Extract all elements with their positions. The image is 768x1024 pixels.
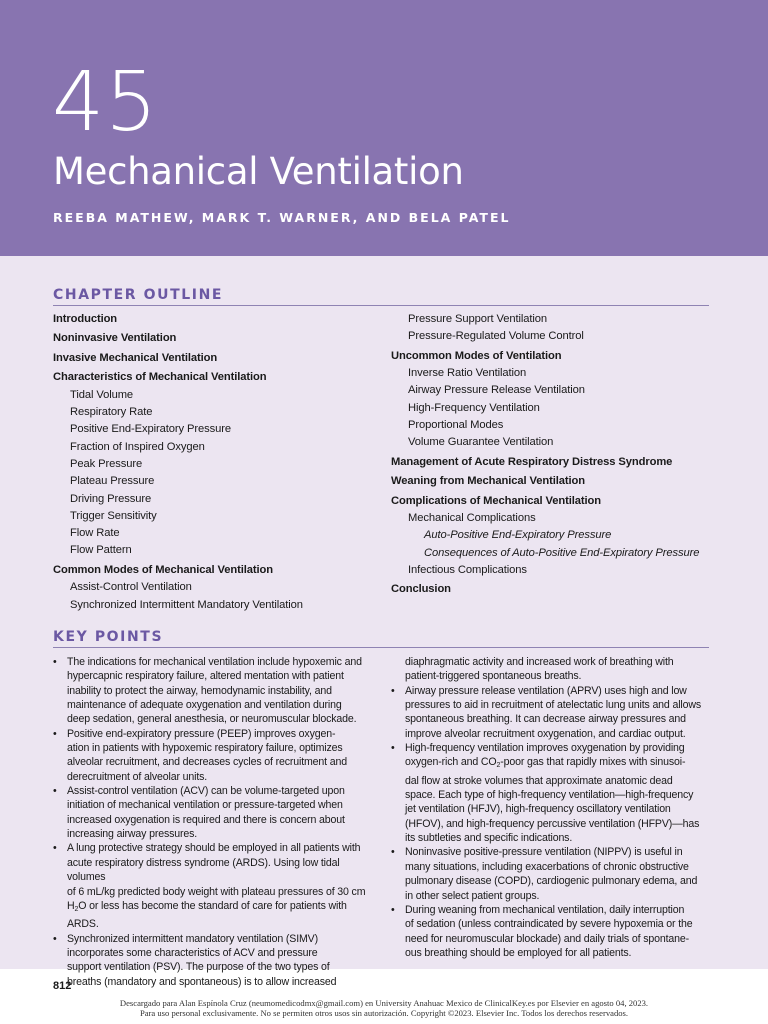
outline-item: Proportional Modes [408, 418, 504, 431]
key-point-line [405, 755, 711, 773]
key-point-line: of 6 mL/kg predicted body weight with plateau pressures of 30 cm [67, 885, 366, 898]
key-point-line: space. Each type of high-frequency ventilation—high-frequency [405, 789, 694, 802]
key-point-line: many situations, including exacerbations of chronic obstructive [405, 860, 689, 873]
key-point-line: of sedation (unless contraindicated by severe hypoxemia or the [405, 918, 693, 931]
outline-item: Trigger Sensitivity [70, 509, 157, 522]
key-point-line: Positive end-expiratory pressure (PEEP) improves oxygen- [67, 727, 336, 740]
chapter-outline-right-column [391, 311, 711, 599]
chapter-authors: REEBA MATHEW, MARK T. WARNER, AND BELA PATEL [53, 210, 511, 225]
key-point-text: -poor gas that rapidly mixes with sinusoi- [500, 756, 686, 769]
subscript: 2 [496, 762, 501, 770]
key-points-rule [53, 647, 709, 648]
outline-item: Assist-Control Ventilation [70, 581, 192, 594]
bullet-icon: • [53, 785, 57, 798]
outline-item: Driving Pressure [70, 492, 152, 505]
key-point-line: Synchronized intermittent mandatory ventilation (SIMV) [67, 932, 318, 945]
key-point [391, 845, 711, 902]
bullet-icon: • [53, 727, 57, 740]
outline-item: Invasive Mechanical Ventilation [53, 351, 218, 364]
outline-item: Characteristics of Mechanical Ventilation [53, 371, 267, 384]
key-point-text: H [67, 899, 75, 912]
key-point-line: maintenance of adequate oxygenation and ventilation during [67, 699, 342, 712]
outline-item: Positive End-Expiratory Pressure [70, 423, 231, 436]
key-point-line: improve alveolar recruitment oxygenation, and cardiac output. [405, 727, 686, 740]
outline-item: High-Frequency Ventilation [408, 401, 540, 414]
download-notice-line: Para uso personal exclusivamente. No se permiten otros usos sin autorización. Copyright ©2023. Elsevier Inc. Todos los derechos reservados. [139, 1008, 629, 1018]
key-point-text: O or less has become the standard of care for patients with ARDS. [67, 899, 347, 931]
key-point-line: increased oxygenation is required and there is concern about [67, 813, 345, 826]
key-point [391, 684, 711, 741]
key-point-line: ous breathing should be employed for all patients. [405, 946, 632, 959]
key-point-line: diaphragmatic activity and increased work of breathing with [405, 656, 674, 668]
chapter-title: Mechanical Ventilation [53, 150, 464, 193]
outline-item: Conclusion [391, 583, 451, 596]
key-point-line: spontaneous breathing. It can decrease airway pressures and [405, 713, 686, 726]
chapter-outline-heading: CHAPTER OUTLINE [53, 287, 224, 303]
key-point-line: jet ventilation (HFJV), high-frequency oscillatory ventilation [405, 803, 671, 816]
key-point-line: alveolar recruitment, and decreases cycles of recruitment and [67, 756, 347, 769]
key-point-line: increasing airway pressures. [67, 828, 198, 841]
key-point-line: deep sedation, general anesthesia, or neuromuscular blockade. [67, 713, 357, 726]
outline-item: Noninvasive Ventilation [53, 332, 177, 345]
outline-item: Pressure-Regulated Volume Control [408, 330, 584, 343]
outline-item: Auto-Positive End-Expiratory Pressure [424, 529, 612, 542]
key-point-line: The indications for mechanical ventilation include hypoxemic and [67, 656, 362, 668]
outline-item: Fraction of Inspired Oxygen [70, 440, 205, 453]
outline-item: Volume Guarantee Ventilation [408, 436, 554, 449]
outline-item: Tidal Volume [70, 388, 134, 401]
chapter-outline-left-column [53, 311, 373, 614]
key-point-line: initiation of mechanical ventilation or pressure-targeted when [67, 799, 343, 812]
download-notice [0, 998, 768, 1018]
bullet-icon: • [391, 846, 395, 859]
bullet-icon: • [391, 742, 395, 755]
bullet-icon: • [53, 656, 57, 668]
key-point-line: A lung protective strategy should be employed in all patients with [67, 842, 361, 855]
key-point-line: acute respiratory distress syndrome (ARDS). Using low tidal volumes [67, 856, 340, 884]
outline-item: Uncommon Modes of Ventilation [391, 349, 562, 362]
bullet-icon: • [53, 842, 57, 855]
key-point [53, 841, 373, 931]
outline-item: Complications of Mechanical Ventilation [391, 494, 601, 507]
key-point [53, 727, 373, 784]
key-point-line: breaths (mandatory and spontaneous) is to allow increased [67, 975, 337, 988]
page-number: 812 [53, 980, 72, 992]
outline-item: Common Modes of Mechanical Ventilation [53, 563, 273, 576]
outline-item: Weaning from Mechanical Ventilation [391, 475, 585, 488]
subscript: 2 [74, 905, 79, 913]
key-point-line: support ventilation (PSV). The purpose of the two types of [67, 961, 330, 974]
key-point-line [67, 899, 373, 932]
outline-item: Flow Pattern [70, 544, 132, 557]
key-point-line: pressures to aid in recruitment of atelectatic lung units and allows [405, 699, 702, 712]
key-point-line: During weaning from mechanical ventilation, daily interruption [405, 903, 685, 916]
outline-item: Management of Acute Respiratory Distress Syndrome [391, 455, 673, 468]
key-point-line: in other select patient groups. [405, 889, 540, 902]
bullet-icon: • [53, 932, 57, 945]
key-point-line: (HFOV), and high-frequency percussive ventilation (HFPV)—has [405, 817, 700, 830]
outline-item: Introduction [53, 313, 118, 325]
key-point-continuation [391, 655, 711, 684]
outline-item: Plateau Pressure [70, 475, 155, 488]
key-point-line: Assist-control ventilation (ACV) can be volume-targeted upon [67, 785, 345, 798]
key-point-text: oxygen-rich and CO [405, 756, 497, 769]
key-point [53, 932, 373, 989]
key-points-heading: KEY POINTS [53, 629, 164, 645]
outline-item: Consequences of Auto-Positive End-Expiratory Pressure [424, 546, 700, 559]
outline-item: Infectious Complications [408, 563, 527, 576]
key-points-right-column [391, 655, 711, 960]
key-point-line: Noninvasive positive-pressure ventilation (NIPPV) is useful in [405, 846, 683, 859]
chapter-outline-rule [53, 305, 709, 306]
key-point-line: inability to protect the airway, hemodynamic instability, and [67, 684, 332, 697]
key-point [53, 655, 373, 727]
outline-item: Flow Rate [70, 527, 120, 540]
key-point [391, 903, 711, 960]
key-point-line: derecruitment of alveolar units. [67, 770, 208, 783]
outline-item: Peak Pressure [70, 457, 143, 470]
outline-item: Mechanical Complications [408, 512, 536, 525]
key-point-line: need for neuromuscular blockade) and daily trials of spontane- [405, 932, 689, 945]
key-points-left-column [53, 655, 373, 989]
key-point-line: its subtleties and specific indications. [405, 832, 573, 845]
outline-item: Respiratory Rate [70, 406, 153, 419]
bullet-icon: • [391, 903, 395, 916]
chapter-number: 45 [52, 55, 159, 150]
key-point-line: Airway pressure release ventilation (APRV) uses high and low [405, 684, 687, 697]
key-point-line: pulmonary disease (COPD), cardiogenic pulmonary edema, and [405, 875, 698, 888]
key-point-line: patient-triggered spontaneous breaths. [405, 670, 582, 683]
outline-item: Pressure Support Ventilation [408, 313, 547, 325]
outline-item: Inverse Ratio Ventilation [408, 367, 527, 380]
download-notice-line: Descargado para Alan Espínola Cruz (neumomedicodmx@gmail.com) en University Anahuac Mexico de ClinicalKey.es por Elsevier en agosto 04, 2023. [119, 998, 649, 1008]
key-point-line: hypercapnic respiratory failure, altered mentation with patient [67, 670, 344, 683]
key-point-line: incorporates some characteristics of ACV and pressure [67, 946, 318, 959]
outline-item: Synchronized Intermittent Mandatory Ventilation [70, 598, 303, 611]
key-point-line: High-frequency ventilation improves oxygenation by providing [405, 742, 685, 755]
outline-item: Airway Pressure Release Ventilation [408, 384, 585, 397]
key-point-line: dal flow at stroke volumes that approximate anatomic dead [405, 774, 673, 787]
key-point-line: ation in patients with hypoxemic respiratory failure, optimizes [67, 742, 343, 755]
chapter-header [0, 0, 768, 256]
key-point [53, 784, 373, 841]
bullet-icon: • [391, 684, 395, 697]
key-point [391, 741, 711, 845]
